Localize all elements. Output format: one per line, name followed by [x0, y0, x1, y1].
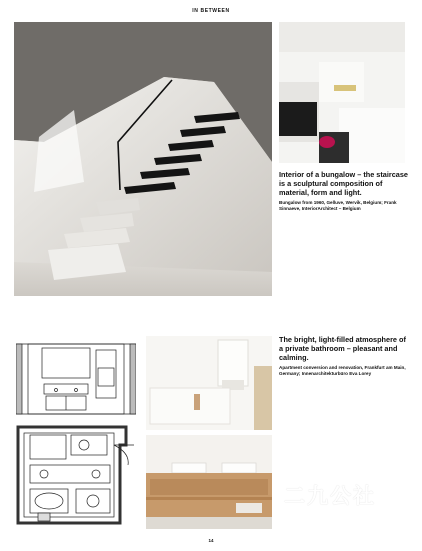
caption-bathroom — [279, 335, 409, 377]
caption-staircase — [279, 170, 409, 212]
bathroom-floor-plan — [16, 425, 138, 525]
caption-subtitle: Apartment conversion and renovation, Frankfurt am Main, Germany; Innenarchitekturbüro Eva Lorey — [279, 364, 406, 377]
caption-title: Interior of a bungalow – the staircase is a sculptural composition of material, form and light. — [279, 170, 408, 198]
staircase-photo — [14, 22, 272, 296]
caption-title: The bright, light-filled atmosphere of a private bathroom – pleasant and calming. — [279, 335, 406, 363]
kitchen-photo — [279, 22, 405, 163]
bathroom-elevation-drawing — [16, 338, 136, 420]
caption-subtitle: Bungalow from 1960, Gelluve, Wervik, Belgium; Frank Sinnaeve, InteriorArchitect – Belgium — [279, 199, 397, 212]
vanity-photo — [146, 435, 272, 529]
bathtub-photo — [146, 336, 272, 430]
watermark: 二九公社 — [284, 485, 376, 508]
page-number: 14 — [208, 538, 214, 543]
section-header: IN BETWEEN — [192, 8, 230, 14]
